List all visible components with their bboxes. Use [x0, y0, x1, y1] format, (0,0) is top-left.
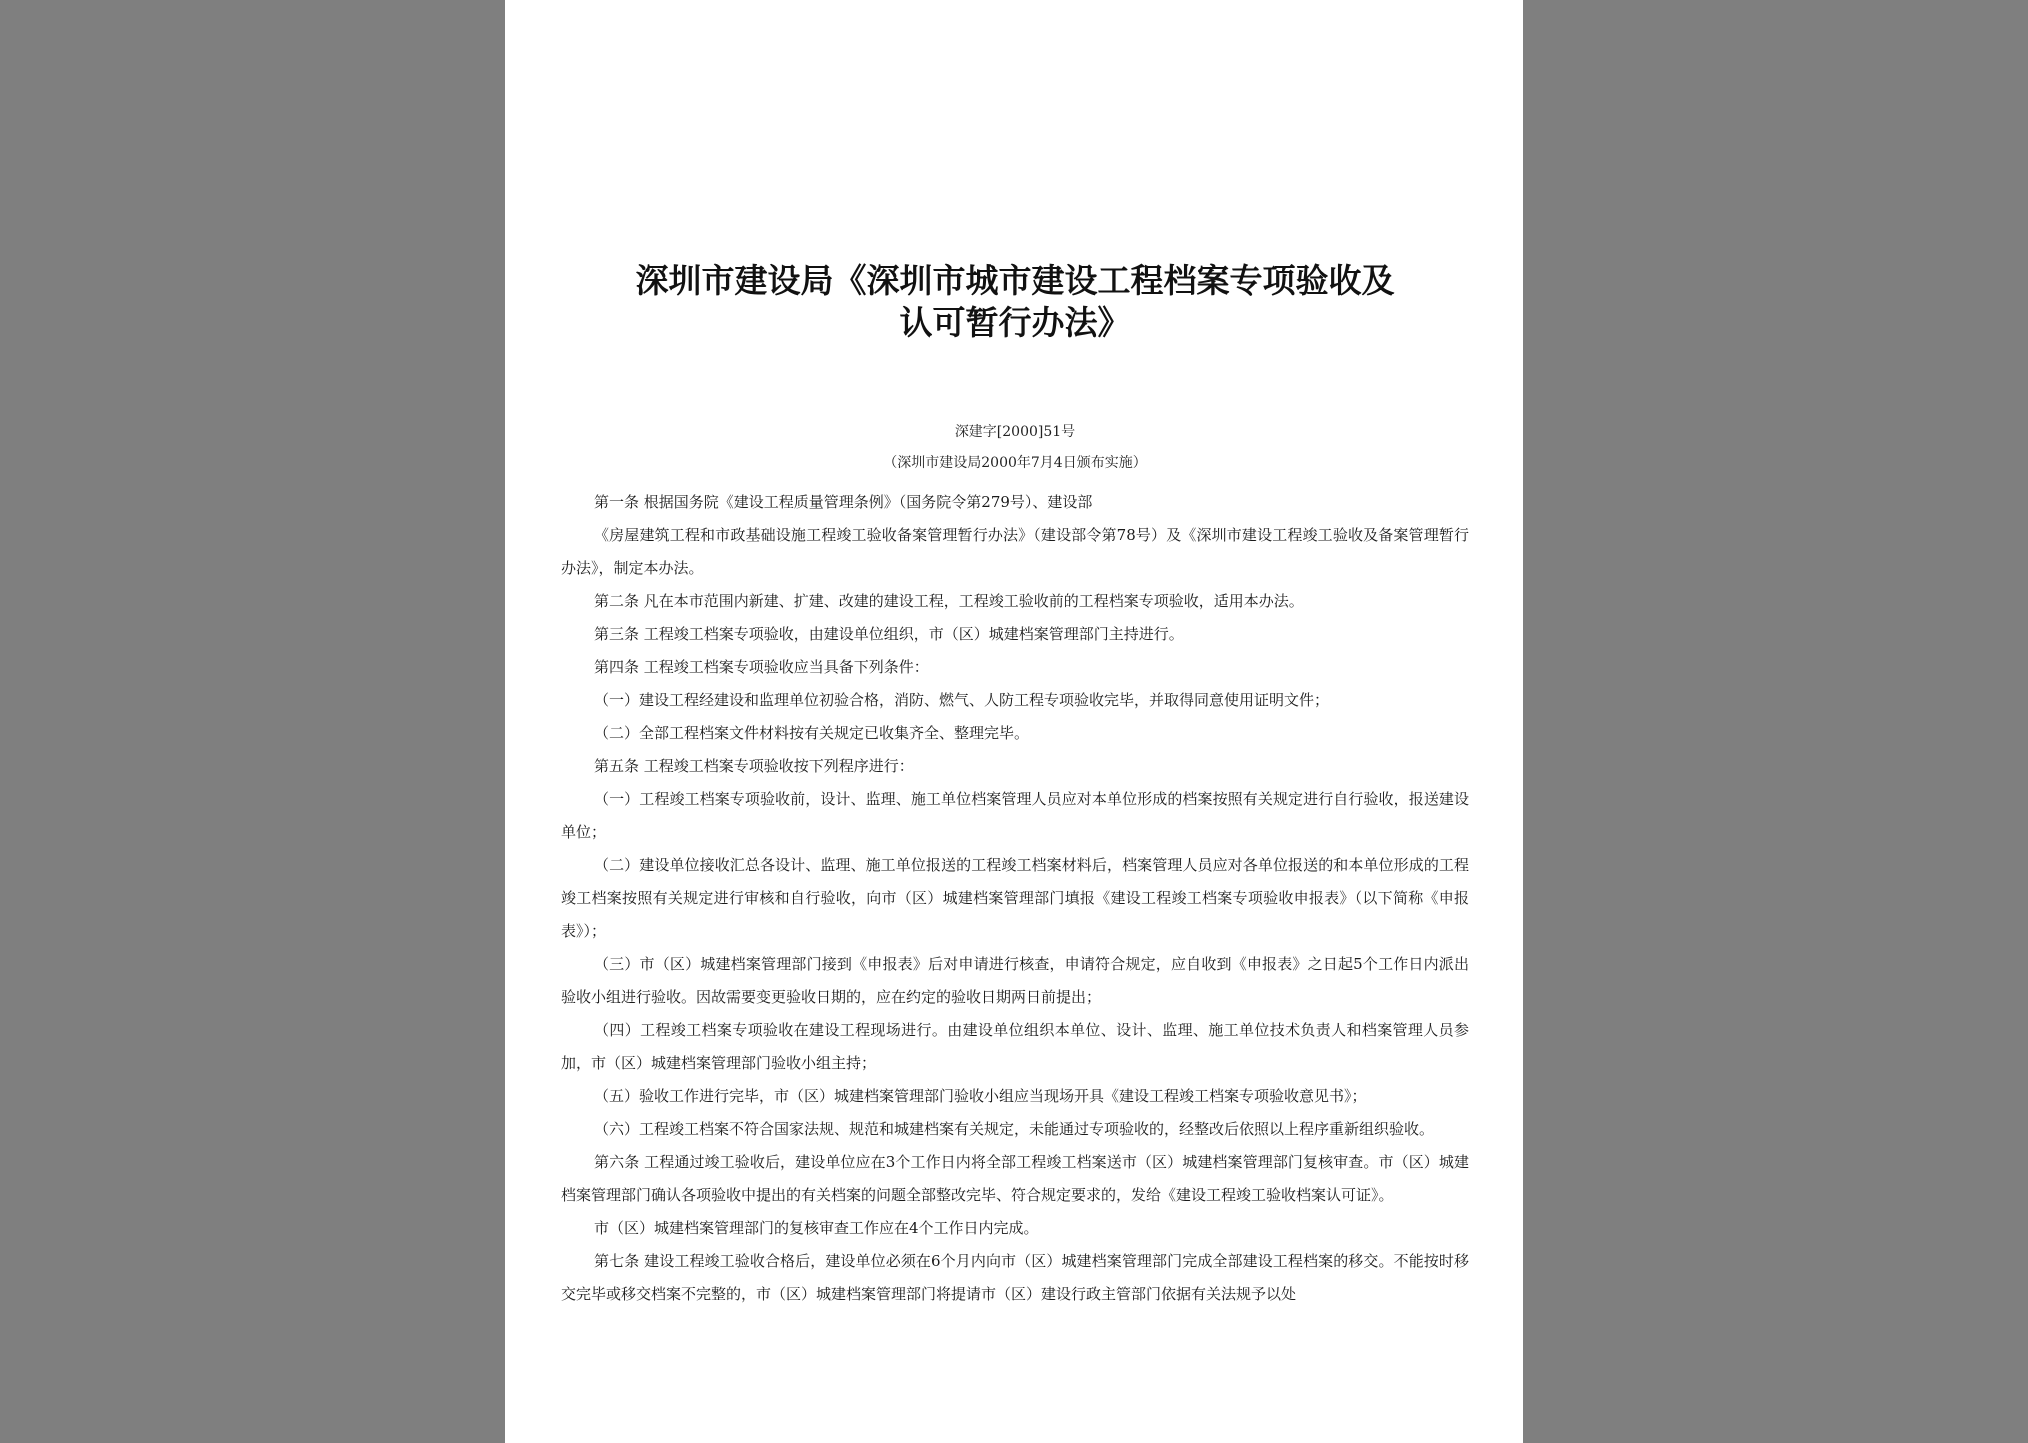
paragraph-8: 第五条 工程竣工档案专项验收按下列程序进行： [594, 757, 914, 775]
title-line-1: 深圳市建设局《深圳市城市建设工程档案专项验收及 [635, 261, 1395, 300]
document-page [505, 0, 1523, 1443]
paragraph-12: （四）工程竣工档案专项验收在建设工程现场进行。由建设单位组织本单位、设计、监理、施工单位技术负责人和档案管理人员参加，市（区）城建档案管理部门验收小组主持； [561, 1021, 1469, 1072]
document-title [575, 260, 1455, 344]
paragraph-10: （二）建设单位接收汇总各设计、监理、施工单位报送的工程竣工档案材料后，档案管理人员应对各单位报送的和本单位形成的工程竣工档案按照有关规定进行审核和自行验收，向市（区）城建档案管理部门填报《建设工程竣工档案专项验收申报表》（以下简称《申报表》）； [561, 856, 1469, 940]
document-body [561, 486, 1469, 1311]
paragraph-2: 《房屋建筑工程和市政基础设施工程竣工验收备案管理暂行办法》（建设部令第78号）及《深圳市建设工程竣工验收及备案管理暂行办法》，制定本办法。 [561, 526, 1469, 577]
paragraph-17: 第七条 建设工程竣工验收合格后，建设单位必须在6个月内向市（区）城建档案管理部门完成全部建设工程档案的移交。不能按时移交完毕或移交档案不完整的，市（区）城建档案管理部门将提请市（区）建设行政主管部门依据有关法规予以处 [561, 1252, 1469, 1303]
paragraph-6: （一）建设工程经建设和监理单位初验合格，消防、燃气、人防工程专项验收完毕，并取得同意使用证明文件； [594, 691, 1330, 709]
paragraph-3: 第二条 凡在本市范围内新建、扩建、改建的建设工程，工程竣工验收前的工程档案专项验收，适用本办法。 [594, 592, 1304, 610]
paragraph-4: 第三条 工程竣工档案专项验收，由建设单位组织，市（区）城建档案管理部门主持进行。 [594, 625, 1184, 643]
document-number: 深建字[2000]51号 [954, 424, 1076, 440]
paragraph-16: 市（区）城建档案管理部门的复核审查工作应在4个工作日内完成。 [594, 1219, 1039, 1237]
paragraph-7: （二）全部工程档案文件材料按有关规定已收集齐全、整理完毕。 [594, 724, 1030, 742]
paragraph-15: 第六条 工程通过竣工验收后，建设单位应在3个工作日内将全部工程竣工档案送市（区）城建档案管理部门复核审查。市（区）城建档案管理部门确认各项验收中提出的有关档案的问题全部整改完毕、符合规定要求的，发给《建设工程竣工验收档案认可证》。 [561, 1153, 1469, 1204]
title-line-2: 认可暂行办法》 [899, 303, 1131, 342]
paragraph-14: （六）工程竣工档案不符合国家法规、规范和城建档案有关规定，未能通过专项验收的，经整改后依照以上程序重新组织验收。 [594, 1120, 1435, 1138]
paragraph-9: （一）工程竣工档案专项验收前，设计、监理、施工单位档案管理人员应对本单位形成的档案按照有关规定进行自行验收，报送建设单位； [561, 790, 1469, 841]
paragraph-5: 第四条 工程竣工档案专项验收应当具备下列条件： [594, 658, 929, 676]
issue-note: （深圳市建设局2000年7月4日颁布实施） [883, 455, 1147, 471]
paragraph-11: （三）市（区）城建档案管理部门接到《申报表》后对申请进行核查，申请符合规定，应自收到《申报表》之日起5个工作日内派出验收小组进行验收。因故需要变更验收日期的，应在约定的验收日期两日前提出； [561, 955, 1469, 1006]
paragraph-13: （五）验收工作进行完毕，市（区）城建档案管理部门验收小组应当现场开具《建设工程竣工档案专项验收意见书》； [594, 1087, 1367, 1105]
paragraph-1: 第一条 根据国务院《建设工程质量管理条例》（国务院令第279号）、建设部 [594, 493, 1093, 511]
